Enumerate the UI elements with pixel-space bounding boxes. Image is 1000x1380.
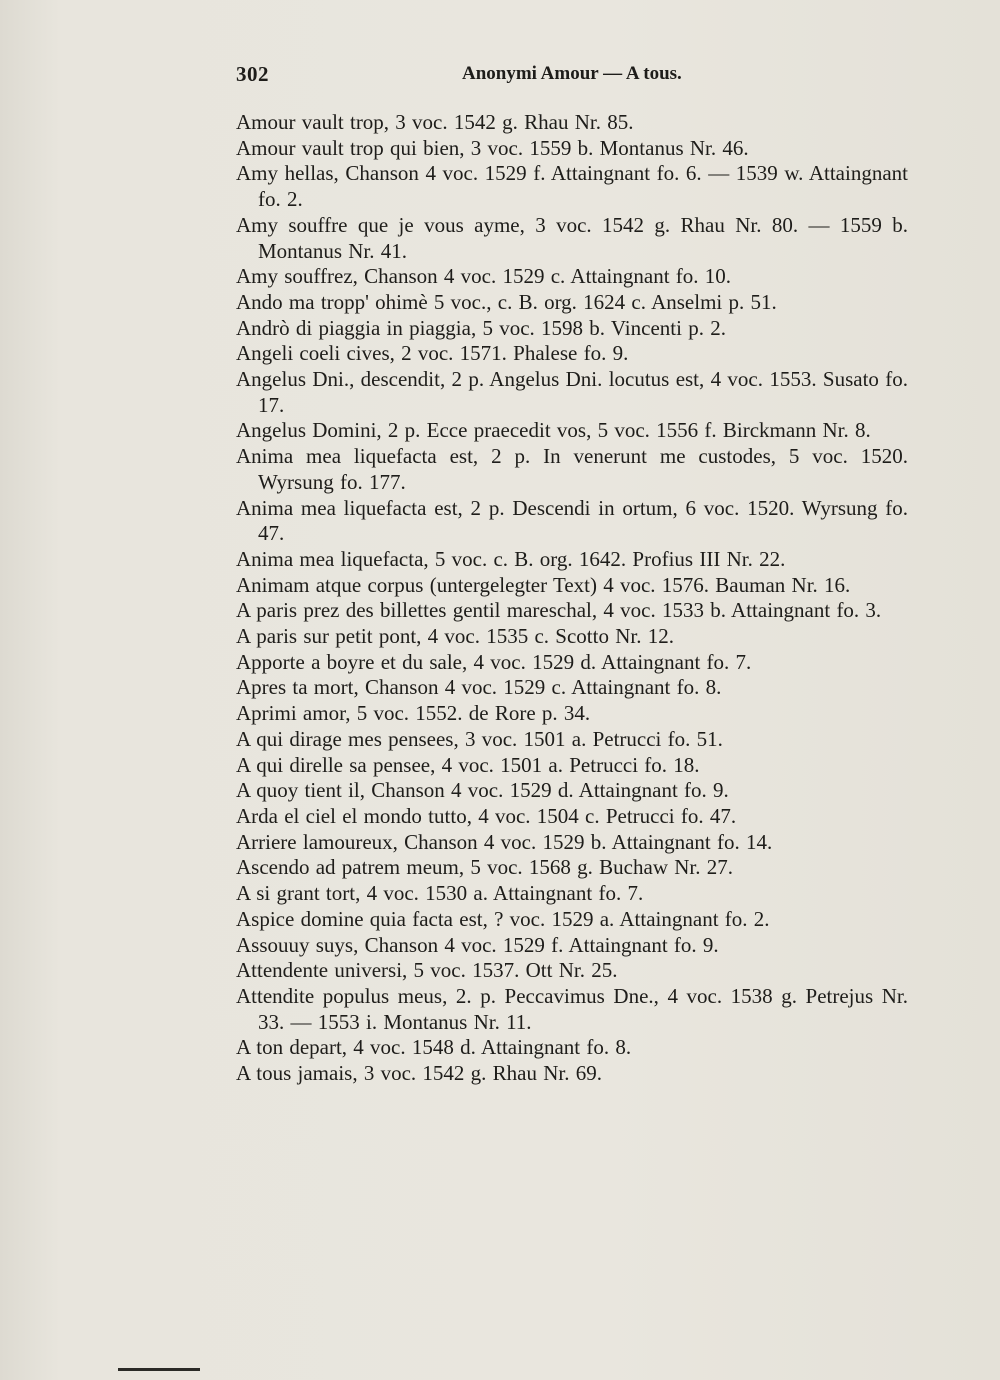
catalog-entry: A qui direlle sa pensee, 4 voc. 1501 a. Petrucci fo. 18. — [236, 752, 700, 777]
catalog-entries — [236, 110, 908, 1087]
catalog-entry: Arda el ciel el mondo tutto, 4 voc. 1504 c. Petrucci fo. 47. — [236, 803, 737, 828]
catalog-entry: Anima mea liquefacta est, 2 p. Descendi in ortum, 6 voc. 1520. Wyrsung fo. 47. — [236, 495, 908, 546]
catalog-entry: A quoy tient il, Chanson 4 voc. 1529 d. Attaingnant fo. 9. — [236, 778, 729, 803]
catalog-entry: Amour vault trop qui bien, 3 voc. 1559 b. Montanus Nr. 46. — [236, 135, 749, 160]
catalog-entry: Angelus Domini, 2 p. Ecce praecedit vos, 5 voc. 1556 f. Birckmann Nr. 8. — [236, 418, 871, 443]
catalog-entry: Apres ta mort, Chanson 4 voc. 1529 c. Attaingnant fo. 8. — [236, 675, 722, 700]
catalog-entry: A paris prez des billettes gentil mareschal, 4 voc. 1533 b. Attaingnant fo. 3. — [236, 598, 882, 623]
catalog-entry: A ton depart, 4 voc. 1548 d. Attaingnant fo. 8. — [236, 1035, 632, 1060]
page-number: 302 — [236, 62, 269, 86]
catalog-entry: Anima mea liquefacta est, 2 p. In venerunt me custodes, 5 voc. 1520. Wyrsung fo. 177. — [236, 444, 908, 494]
catalog-entry: Angelus Dni., descendit, 2 p. Angelus Dni. locutus est, 4 voc. 1553. Susato fo. 17. — [236, 367, 908, 417]
catalog-entry: Amy hellas, Chanson 4 voc. 1529 f. Attaingnant fo. 6. — 1539 w. Attaingnant fo. 2. — [236, 161, 908, 212]
catalog-entry: Amy souffre que je vous ayme, 3 voc. 1542 g. Rhau Nr. 80. — 1559 b. Montanus Nr. 41. — [236, 212, 908, 263]
catalog-entry: Amy souffrez, Chanson 4 voc. 1529 c. Attaingnant fo. 10. — [236, 264, 732, 289]
catalog-entry: Apporte a boyre et du sale, 4 voc. 1529 d. Attaingnant fo. 7. — [236, 649, 752, 674]
catalog-entry: A si grant tort, 4 voc. 1530 a. Attaingnant fo. 7. — [236, 881, 644, 906]
running-title: Anonymi Amour — A tous. — [462, 63, 682, 84]
footer-rule — [118, 1368, 200, 1371]
catalog-entry: Arriere lamoureux, Chanson 4 voc. 1529 b. Attaingnant fo. 14. — [236, 829, 773, 854]
catalog-entry: A qui dirage mes pensees, 3 voc. 1501 a. Petrucci fo. 51. — [236, 726, 723, 751]
page-header — [236, 62, 904, 92]
catalog-entry: Aprimi amor, 5 voc. 1552. de Rore p. 34. — [236, 701, 591, 726]
catalog-entry: Anima mea liquefacta, 5 voc. c. B. org. 1642. Profius III Nr. 22. — [236, 546, 786, 571]
catalog-entry: Andrò di piaggia in piaggia, 5 voc. 1598 b. Vincenti p. 2. — [236, 315, 726, 340]
catalog-entry: Amour vault trop, 3 voc. 1542 g. Rhau Nr. 85. — [236, 110, 634, 134]
catalog-entry: Aspice domine quia facta est, ? voc. 1529 a. Attaingnant fo. 2. — [236, 906, 770, 931]
catalog-entry: A paris sur petit pont, 4 voc. 1535 c. Scotto Nr. 12. — [236, 624, 674, 649]
catalog-entry: Ascendo ad patrem meum, 5 voc. 1568 g. Buchaw Nr. 27. — [236, 855, 733, 880]
catalog-entry: Angeli coeli cives, 2 voc. 1571. Phalese fo. 9. — [236, 341, 629, 366]
catalog-entry: Attendite populus meus, 2. p. Peccavimus Dne., 4 voc. 1538 g. Petrejus Nr. 33. — 1553 i. Montanus Nr. 11. — [236, 983, 908, 1034]
catalog-entry: Assouuy suys, Chanson 4 voc. 1529 f. Attaingnant fo. 9. — [236, 932, 719, 957]
catalog-entry: Attendente universi, 5 voc. 1537. Ott Nr. 25. — [236, 958, 618, 983]
catalog-entry: A tous jamais, 3 voc. 1542 g. Rhau Nr. 69. — [236, 1061, 602, 1086]
catalog-entry: Ando ma tropp' ohimè 5 voc., c. B. org. 1624 c. Anselmi p. 51. — [236, 289, 777, 314]
catalog-entry: Animam atque corpus (untergelegter Text) 4 voc. 1576. Bauman Nr. 16. — [236, 572, 851, 597]
